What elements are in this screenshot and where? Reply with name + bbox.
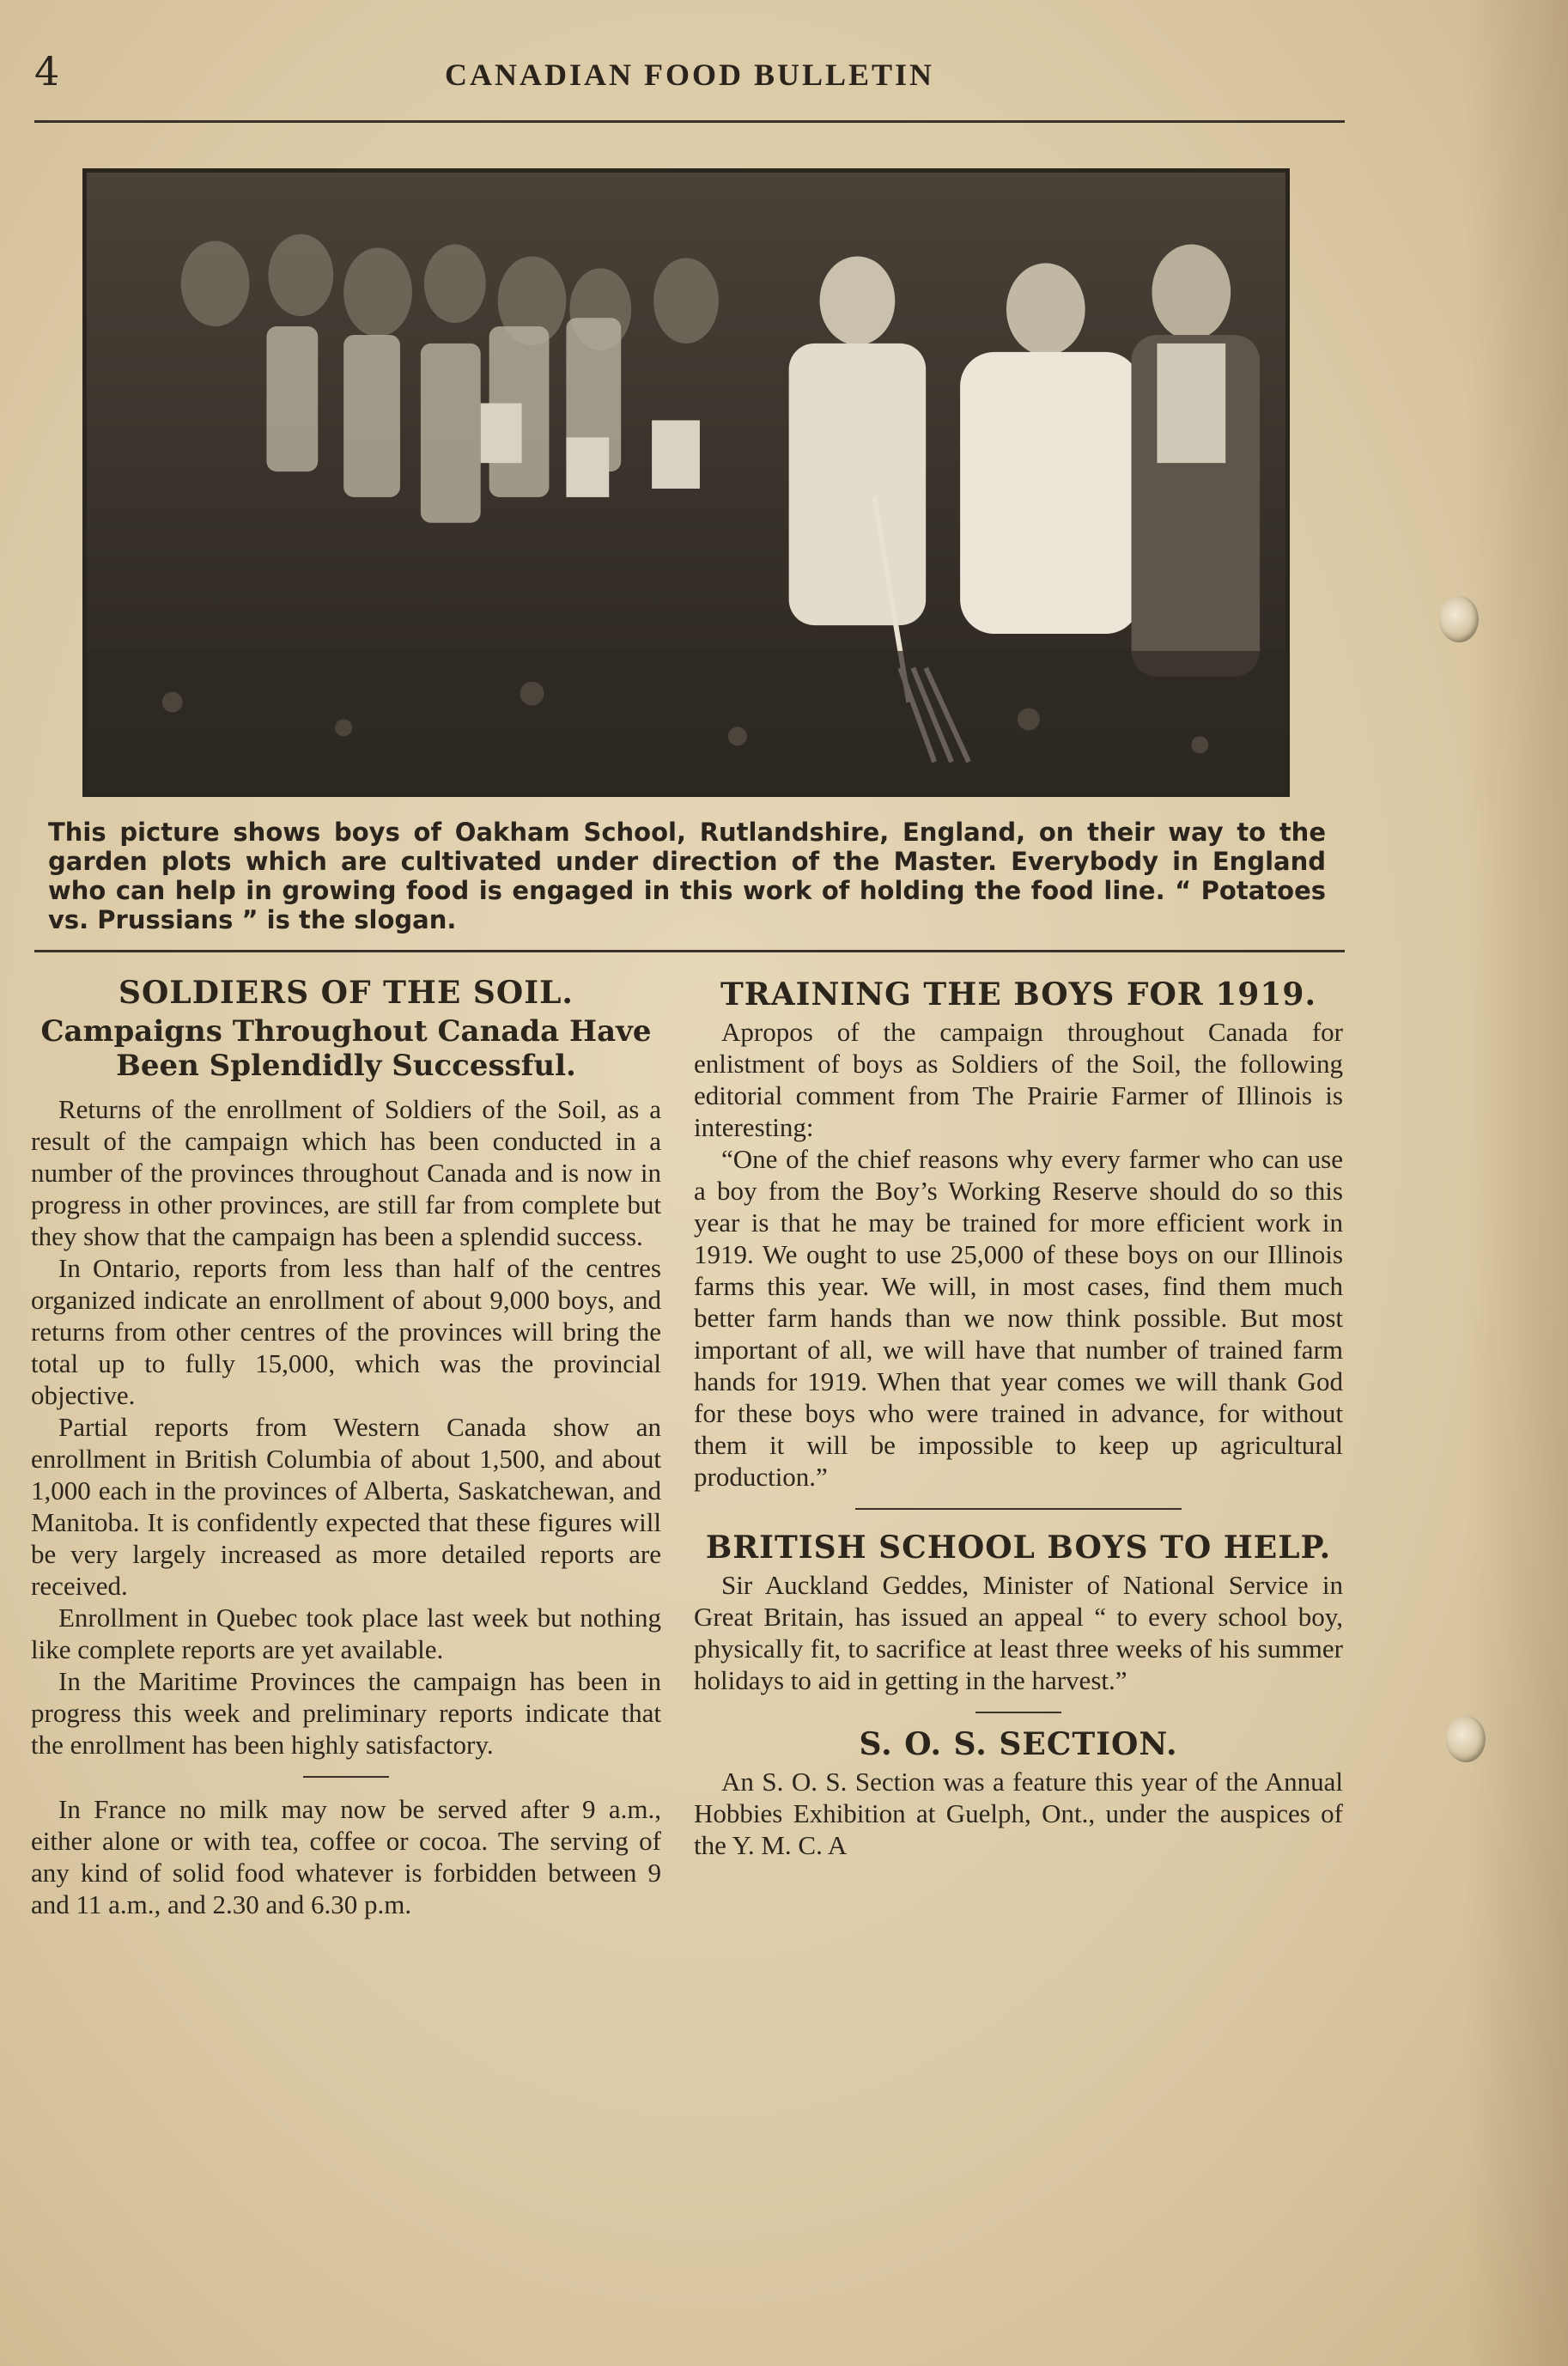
- caption-rule: [34, 950, 1345, 952]
- training-headline: TRAINING THE BOYS FOR 1919.: [720, 976, 1316, 1013]
- header-rule: [34, 120, 1345, 123]
- right-column: [694, 976, 1343, 1861]
- section-divider: [855, 1508, 1182, 1510]
- france-note: In France no milk may now be served after 9 a.m., either alone or with tea, coffee or cocoa. The serving of any kind of solid food whatever is forbidden between 9 and 11 a.m., and 2.30 and 6.30 p.m.: [31, 1794, 661, 1919]
- soldiers-paragraph: Returns of the enrollment of Soldiers of the Soil, as a result of the campaign which has been conducted in a number of the provinces throughout Canada and is now in progress in other provinces, are still far from complete but they show that the campaign has been a splendid success.: [31, 1094, 661, 1251]
- page-header: [34, 48, 1345, 100]
- photo-oakham-school-boys: [82, 168, 1290, 797]
- section-divider: [975, 1712, 1061, 1713]
- soldiers-headline: SOLDIERS OF THE SOIL.: [119, 975, 574, 1011]
- page-number: 4: [34, 48, 60, 94]
- soldiers-paragraph: Enrollment in Quebec took place last week but nothing like complete reports are yet available.: [31, 1603, 661, 1664]
- left-column: [31, 977, 661, 1920]
- soldiers-subhead: Campaigns Throughout Canada Have Been Splendidly Successful.: [40, 1014, 652, 1083]
- section-divider: [303, 1776, 389, 1778]
- photo-caption: This picture shows boys of Oakham School, Rutlandshire, England, on their way to the garden plots which are cultivated under direction of the Master. Everybody in England who can help in growing food is engaged in this work of holding the food line. “ Potatoes vs. Prussians ” is the slogan.: [48, 818, 1326, 934]
- page-edge-shadow: [1465, 0, 1568, 2366]
- punch-hole-lower: [1446, 1716, 1486, 1762]
- sos-headline: S. O. S. SECTION.: [859, 1726, 1178, 1762]
- training-paragraph: Apropos of the campaign throughout Canada for enlistment of boys as Soldiers of the Soil, the following editorial comment from The Prairie Farmer of Illinois is interesting:: [694, 1017, 1343, 1142]
- british-headline: BRITISH SCHOOL BOYS TO HELP.: [705, 1530, 1332, 1566]
- sos-paragraph: An S. O. S. Section was a feature this year of the Annual Hobbies Exhibition at Guelph, Ont., under the auspices of the Y. M. C. A: [694, 1767, 1343, 1860]
- running-head: CANADIAN FOOD BULLETIN: [444, 58, 935, 92]
- training-paragraph: “One of the chief reasons why every farmer who can use a boy from the Boy’s Working Reserve should do so this year is that he may be trained for more efficient work in 1919. We ought to use 25,000 of these boys on our Illinois farms this year. We will, in most cases, find them much better farm hands than we now think possible. But most important of all, we will have that number of trained farm hands for 1919. When that year comes we will thank God for these boys who were trained in advance, for without them it will be impossible to keep up agricultural production.”: [694, 1144, 1343, 1492]
- soldiers-paragraph: In the Maritime Provinces the campaign has been in progress this week and preliminary reports indicate that the enrollment has been highly satisfactory.: [31, 1666, 661, 1760]
- photo-illustration: [87, 173, 1285, 793]
- soldiers-paragraph: Partial reports from Western Canada show an enrollment in British Columbia of about 1,500, and about 1,000 each in the provinces of Alberta, Saskatchewan, and Manitoba. It is confidently expected that these figures will be very largely increased as more detailed reports are received.: [31, 1412, 661, 1601]
- soldiers-paragraph: In Ontario, reports from less than half of the centres organized indicate an enrollment of about 9,000 boys, and returns from other centres of the provinces will bring the total up to fully 15,000, which was the provincial objective.: [31, 1253, 661, 1410]
- british-paragraph: Sir Auckland Geddes, Minister of National Service in Great Britain, has issued an appeal “ to every school boy, physically fit, to sacrifice at least three weeks of his summer holidays to aid in getting in the harvest.”: [694, 1570, 1343, 1695]
- punch-hole-upper: [1439, 596, 1479, 642]
